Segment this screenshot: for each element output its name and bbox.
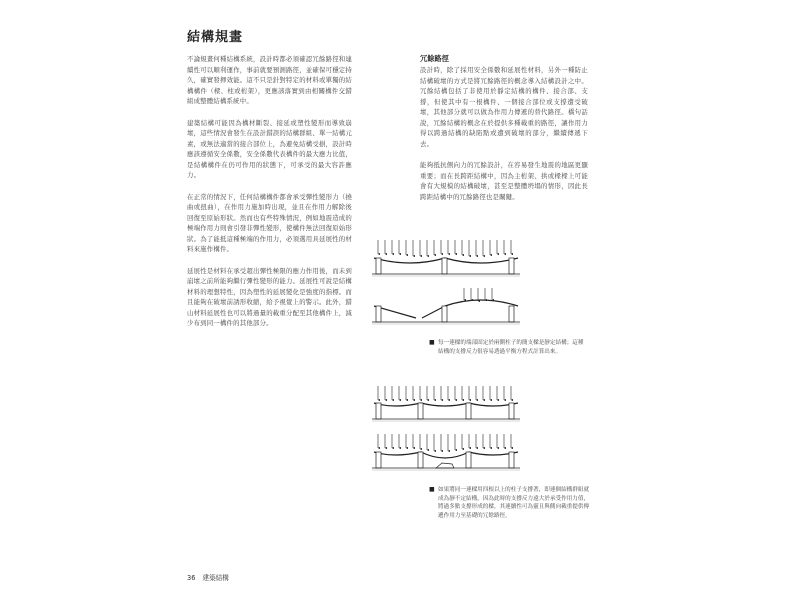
failed-column-debris: [436, 463, 454, 468]
right-column: [420, 54, 588, 213]
caption-text: 每一連樑的端部固定於兩側柱子的簡支樑是靜定結構；這種結構的支撐反力很容易透過平衡方程式計算出來。: [438, 340, 584, 355]
bullet-icon: ■: [429, 339, 435, 346]
left-paragraph: 在正常的情況下，任何結構構件都會承受彈性變形力（撓曲或扭曲），在作用力施加時出現，並且在作用力解除後回復至原始形狀。然而也有些特殊情況，例如地震造成的極端作用力則會引發非彈性變形，使構件無法回復原始形狀。為了能抵這種極端的作用力，必須選用具延展性的材料來施作構件。: [187, 192, 352, 253]
bullet-icon: ■: [429, 486, 435, 493]
right-paragraph: 能夠抵抗側向力的冗餘設計，在容易發生地震的地區更顯重要；而在長跨距結構中，因為主桁架、拱或樑樑上可能會有大規模的結構破壞，甚至是整體坍塌的情形，因此長跨距結構中的冗餘路徑也是關鍵。: [420, 161, 588, 201]
figure-caption: [429, 339, 588, 356]
section-heading: 冗餘路徑: [420, 54, 449, 63]
left-paragraph: 不論規畫何種結構系統，設計時都必須確認冗餘路徑和連續性可以順利運作，事前就要預測路徑，並確保可穩定持久，確實發揮效能。這不只是針對特定的材料或單獨的結構構件（樑、柱或桁架），更應該落實到由相關構件交錯組成整體結構系統中。: [187, 55, 352, 105]
page-title: 結構規畫: [187, 30, 244, 45]
caption-text: 如果將同一連樑用四根以上的柱子支撐著，即連個結構群組就成為靜不定結構，因為此時的支撐反力遠大於承受作用力值，將過多點支撐形成的樑，其連續性可為靈且與側向載重提供傳遞作用力至基礎的冗餘路徑。: [438, 487, 590, 519]
left-column: [187, 54, 352, 340]
load-arrows: [378, 240, 511, 256]
right-paragraph: 設計時，除了採用安全係數和延展性材料，另外一種防止結構破壞的方式是將冗餘路徑的概念導入結構設計之中。冗餘結構包括了非使用於靜定結構的構件、接合部、支撐，但使其中有一根構件、一個接合部位或支撐遭受破壞，其他部分就可以做為作用力傳遞的替代路徑。橋句話說，冗餘結構的概念在於提供多種載重的路徑，讓作用力得以跨過結構的缺陷點或遭到破壞的部分，繼續傳遞下去。: [420, 66, 588, 148]
page-footer: [187, 572, 234, 582]
figure-caption: [429, 486, 590, 520]
figure-continuous-beams: [372, 380, 520, 476]
figure-simple-beams: [372, 232, 520, 334]
page-number: 36: [187, 574, 196, 582]
left-paragraph: 建築結構可能因為構材斷裂、接延或塑性變形而導致崩壞，這些情況會發生在設計錯誤的結構群組、單一結構元素，或無法適當的接合部位上，為避免結構受損，設計時應該遵循安全係數，安全係數代表構件的最大應力比值，是結構構件在仍可作用的狀態下，可承受的最大容許應力。: [187, 118, 352, 179]
footer-section: 建築結構: [202, 574, 229, 582]
left-paragraph: 延展性是材料在承受超出彈性極限的應力作用後，而未到崩壞之前所能夠繼行彈性變形的能力。延展性可說是結構材料的理想特性，因為塑性的延展變化是強度的指標。而且能夠在破壞前誘形收縮，給予視覺上的警示。此外，錯山材料延展性也可以將過量的載重分配至其他構件上，減少布到同一構件的其他部分。: [187, 266, 352, 327]
